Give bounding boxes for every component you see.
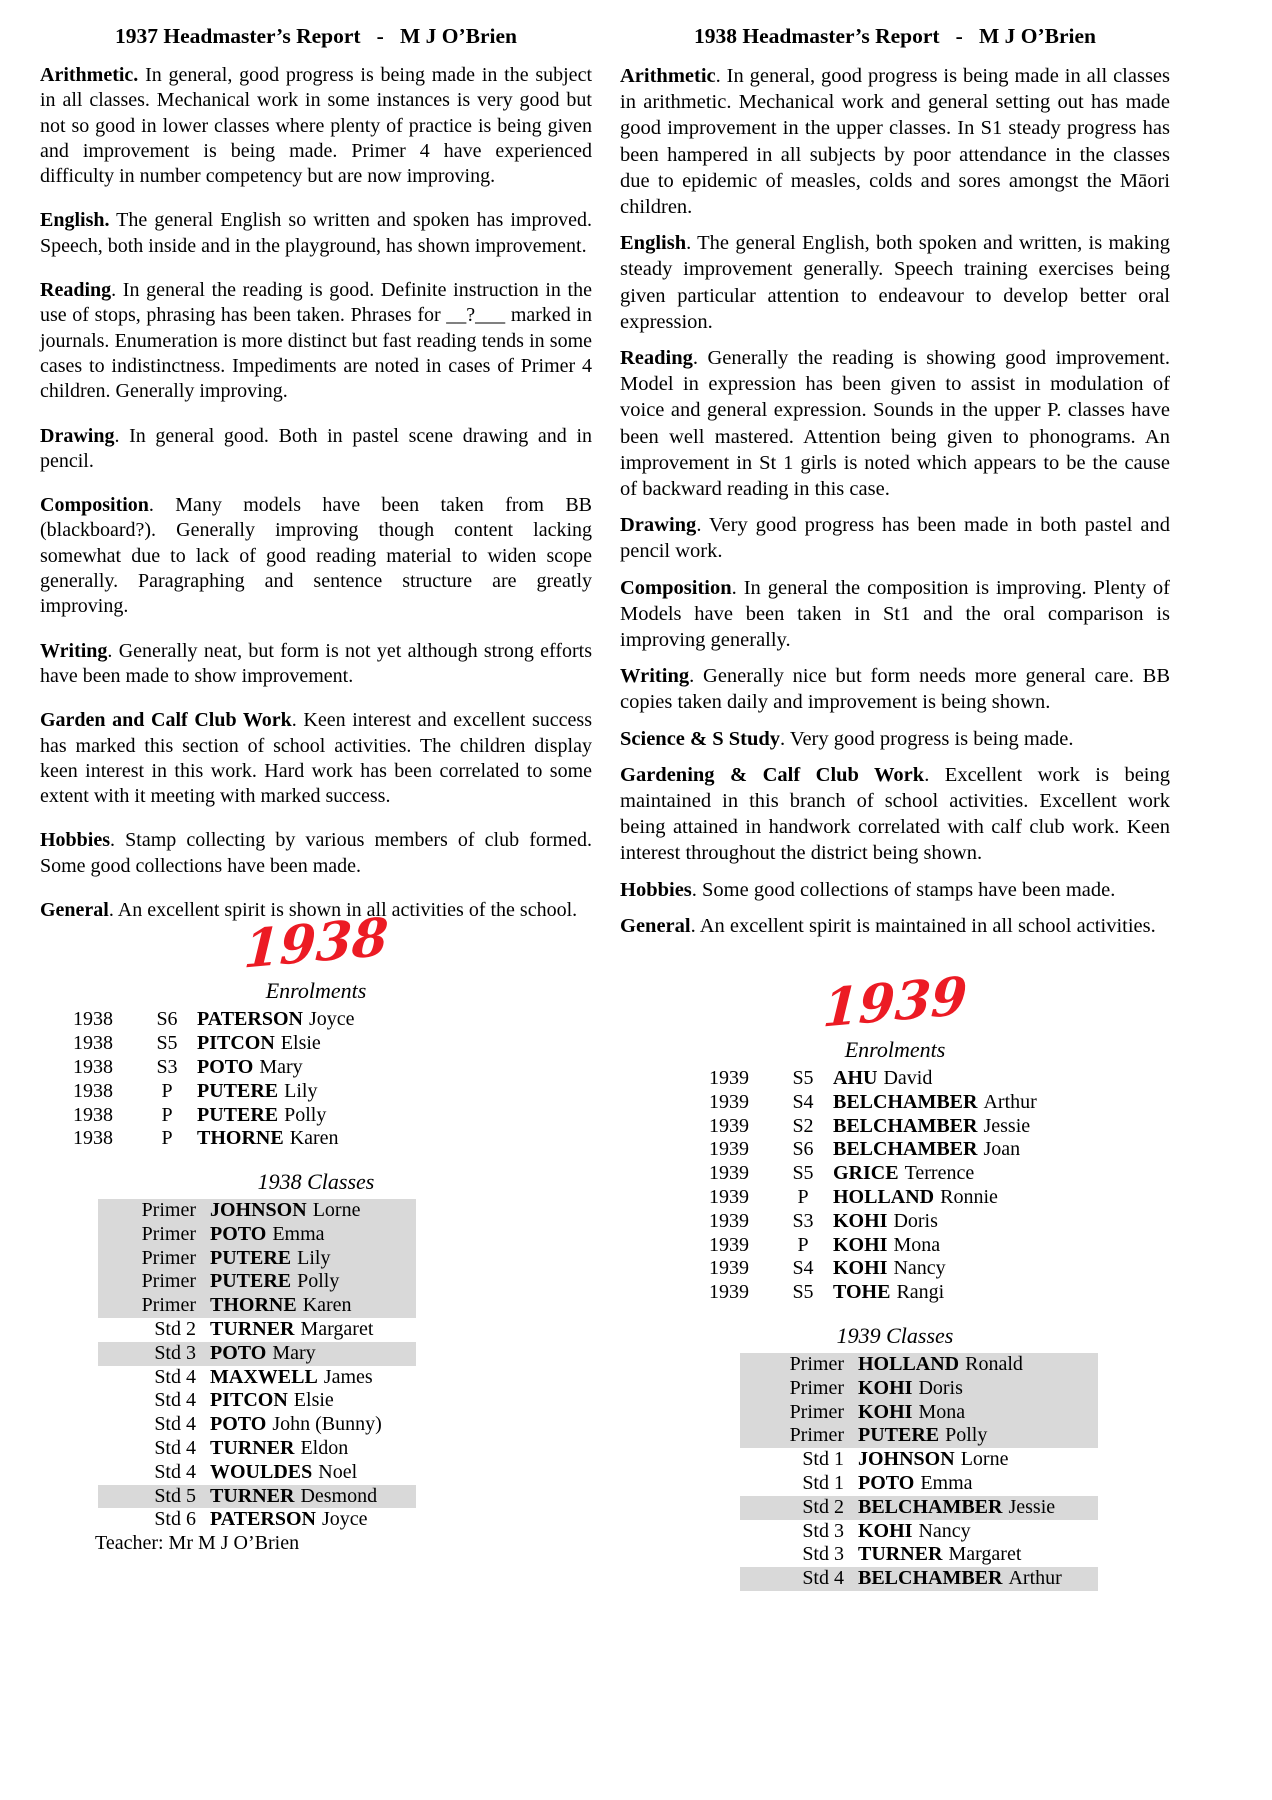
section-body: . Generally nice but form needs more general care. BB copies taken daily and improvement is being shown. [620,665,1170,714]
section-body: . Keen interest and excellent success has marked this section of school activities. The children display keen interest in this work. Hard work has been correlated to some extent with it meeting with marked success. [40,709,592,808]
class-row [98,1270,416,1294]
enrolment-row [709,1281,1170,1305]
section-heading: English. [40,209,110,232]
class-level: Std 4 [154,1437,196,1460]
section-heading: General [40,899,109,922]
section-heading: Arithmetic [620,65,716,87]
section-heading: Garden and Calf Club Work [40,709,292,732]
pupil-firstname: Emma [272,1222,325,1245]
enrolments-table-1939 [709,1067,1170,1305]
pupil-surname: BELCHAMBER [858,1495,1003,1518]
section-body: . In general the composition is improving. Plenty of Models have been taken in St1 and the oral comparison is improving generally. [620,576,1170,652]
class-row [98,1389,416,1413]
pupil-name [197,1056,303,1080]
class-row [98,1223,416,1247]
class-level: Std 1 [802,1472,844,1495]
pupil-firstname: Nancy [918,1519,971,1542]
pupil-name [210,1389,416,1413]
report-paragraph [620,762,1170,867]
class-level: Std 4 [154,1460,196,1483]
pupil-name [197,1032,321,1056]
class-row [98,1247,416,1271]
section-body: . An excellent spirit is maintained in all school activities. [690,914,1156,937]
enrolment-year: 1939 [709,1281,749,1304]
class-level: Primer [789,1400,844,1423]
enrolment-year: 1939 [709,1138,749,1161]
enrolment-year: 1939 [709,1162,749,1185]
enrolment-class: P [797,1186,809,1209]
pupil-name [858,1377,1098,1401]
pupil-name [210,1461,416,1485]
section-heading: Arithmetic. [40,64,139,86]
class-row [98,1318,416,1342]
pupil-firstname: David [883,1067,933,1090]
pupil-firstname: James [323,1365,373,1388]
section-heading: Gardening & Calf Club Work [620,763,925,786]
section-body: . In general, good progress is being made in all classes in arithmetic. Mechanical work and general setting out has made good improvement in the upper classes. In S1 steady progress has been hampered in all subjects by poor attendance in the classes due to epidemic of measles, colds and sores amongst the Māori children. [620,65,1170,219]
pupil-firstname: Ronnie [940,1186,998,1209]
enrolment-year: 1939 [709,1090,749,1113]
section-heading: Hobbies [620,878,692,901]
enrolment-row [709,1091,1170,1115]
class-row [740,1353,1098,1377]
pupil-name [833,1138,1020,1162]
class-level: Std 3 [802,1543,844,1566]
pupil-surname: POTO [210,1413,267,1436]
pupil-name [833,1162,974,1186]
pupil-name [833,1067,932,1091]
pupil-name [210,1270,416,1294]
enrolment-class: S6 [792,1138,814,1161]
class-row [98,1461,416,1485]
pupil-name [833,1186,998,1210]
pupil-firstname: Mary [259,1055,303,1078]
pupil-name [833,1115,1030,1139]
pupil-firstname: Elsie [293,1389,334,1412]
class-level: Primer [789,1424,844,1447]
class-level: Std 5 [154,1484,196,1507]
pupil-name [210,1485,416,1509]
pupil-surname: HOLLAND [858,1353,960,1376]
enrolment-row [709,1257,1170,1281]
pupil-firstname: Polly [297,1270,340,1293]
report-paragraph [620,63,1170,220]
pupil-surname: POTO [197,1055,254,1078]
class-level: Std 2 [802,1495,844,1518]
class-row [740,1424,1098,1448]
enrolments-heading-1939: Enrolments [844,1037,946,1063]
pupil-surname: GRICE [833,1162,899,1185]
enrolment-row [73,1127,592,1151]
pupil-name [197,1127,339,1151]
section-body: . Some good collections of stamps have been made. [691,878,1116,901]
class-row [98,1342,416,1366]
pupil-surname: PITCON [197,1032,275,1055]
enrolment-class: S6 [156,1008,178,1031]
enrolment-year: 1938 [73,1103,113,1126]
section-heading: Reading [620,347,693,370]
pupil-firstname: Nancy [893,1257,946,1280]
classes-table-1939 [740,1353,1098,1591]
pupil-name [210,1366,416,1390]
class-level: Std 2 [154,1318,196,1341]
pupil-surname: BELCHAMBER [833,1138,978,1161]
class-row [740,1401,1098,1425]
section-heading: Writing [620,665,690,688]
enrolment-row [709,1162,1170,1186]
class-level: Std 3 [802,1519,844,1542]
section-heading: Composition [40,494,149,517]
enrolment-class: S3 [156,1055,178,1078]
class-row [740,1567,1098,1591]
class-row [740,1543,1098,1567]
section-body: . Excellent work is being maintained in this branch of school activities. Excellent work being attained in handwork correlated with calf club work. Keen interest throughout the district being shown. [620,763,1170,865]
section-body: . Very good progress has been made in both pastel and pencil work. [620,514,1170,563]
pupil-surname: KOHI [833,1257,888,1280]
pupil-name [858,1401,1098,1425]
class-row [98,1437,416,1461]
pupil-firstname: Lorne [960,1448,1009,1471]
pupil-name [210,1413,416,1437]
pupil-surname: PUTERE [197,1079,279,1102]
class-level: Primer [141,1222,196,1245]
pupil-surname: TOHE [833,1281,891,1304]
pupil-name [858,1567,1098,1591]
classes-heading-1939: 1939 Classes [836,1323,954,1349]
section-body: . In general the reading is good. Definite instruction in the use of stops, phrasing has been taken. Phrases for __?___ marked in journals. Enumeration is more distinct but fast reading tends in some cases to indistinctness. Impediments are noted in cases of Primer 4 children. Generally improving. [40,279,592,403]
pupil-surname: KOHI [858,1376,913,1399]
pupil-name [858,1520,1098,1544]
classes-heading-1938: 1938 Classes [257,1169,375,1195]
class-level: Primer [141,1199,196,1222]
enrolment-row [709,1138,1170,1162]
report-paragraph [620,726,1170,752]
enrolment-class: S3 [792,1209,814,1232]
report-paragraph [40,708,592,809]
teacher-line: Teacher: Mr M J O’Brien [95,1532,300,1555]
report-title-1938: 1938 Headmaster’s Report - M J O’Brien [693,24,1097,48]
report-paragraph [620,877,1170,903]
report-paragraph [620,230,1170,335]
class-level: Primer [789,1353,844,1376]
section-heading: Hobbies [40,829,111,852]
class-row [98,1294,416,1318]
pupil-firstname: Terrence [904,1162,975,1185]
pupil-surname: MAXWELL [210,1365,318,1388]
pupil-name [833,1210,938,1234]
enrolments-table-1938 [73,1008,592,1151]
report-paragraph [40,63,592,189]
class-row [740,1377,1098,1401]
pupil-surname: BELCHAMBER [858,1567,1003,1590]
pupil-name [197,1104,326,1128]
pupil-surname: KOHI [833,1209,888,1232]
enrolments-heading-1938: Enrolments [265,978,367,1004]
class-row [740,1472,1098,1496]
enrolment-year: 1938 [73,1079,113,1102]
pupil-surname: PITCON [210,1389,288,1412]
class-level: Std 4 [154,1365,196,1388]
pupil-surname: JOHNSON [858,1448,955,1471]
pupil-firstname: Margaret [948,1543,1022,1566]
pupil-name [833,1281,944,1305]
pupil-firstname: Joyce [308,1008,355,1031]
enrolment-row [73,1008,592,1032]
pupil-firstname: Lily [297,1246,331,1269]
year-script-1939: 1939 [821,965,969,1040]
pupil-surname: BELCHAMBER [833,1090,978,1113]
pupil-surname: THORNE [210,1294,297,1317]
classes-table-1938 [98,1199,416,1532]
enrolment-class: P [161,1127,173,1150]
report-paragraph [620,512,1170,564]
section-heading: Writing [40,639,108,662]
class-row [98,1485,416,1509]
column-1937-report [40,24,592,1556]
column-1938-report [620,24,1170,1591]
report-paragraph [620,663,1170,715]
pupil-firstname: Rangi [896,1281,945,1304]
report-sections-1938 [620,63,1170,939]
pupil-surname: HOLLAND [833,1186,935,1209]
enrolment-row [73,1032,592,1056]
section-heading: Reading [40,279,112,302]
pupil-name [210,1318,416,1342]
enrolment-year: 1939 [709,1233,749,1256]
pupil-firstname: Doris [918,1376,963,1399]
class-row [740,1448,1098,1472]
class-row [98,1508,416,1532]
pupil-firstname: Noel [318,1460,358,1483]
section-body: . Generally neat, but form is not yet although strong efforts have been made to show improvement. [40,639,592,687]
enrolment-year: 1938 [73,1055,113,1078]
pupil-surname: TURNER [858,1543,943,1566]
report-sections-1937 [40,63,592,923]
pupil-surname: PUTERE [197,1103,279,1126]
enrolment-class: S5 [792,1162,814,1185]
pupil-firstname: Doris [893,1209,938,1232]
pupil-firstname: Karen [302,1294,352,1317]
pupil-firstname: Lily [284,1079,318,1102]
enrolment-row [73,1104,592,1128]
pupil-name [858,1353,1098,1377]
enrolment-year: 1939 [709,1186,749,1209]
pupil-firstname: Jessie [1008,1495,1056,1518]
pupil-firstname: Polly [284,1103,327,1126]
report-paragraph [40,639,592,690]
year-script-1938: 1938 [242,906,390,981]
section-body: The general English so written and spoken has improved. Speech, both inside and in the playground, has shown improvement. [40,209,592,257]
enrolment-class: P [161,1079,173,1102]
pupil-surname: POTO [210,1222,267,1245]
section-body: In general, good progress is being made in the subject in all classes. Mechanical work in some instances is very good but not so good in lower classes where plenty of practice is being given and improvement is being made. Primer 4 have experienced difficulty in number competency but are now improving. [40,64,592,188]
pupil-name [197,1080,317,1104]
pupil-name [833,1257,946,1281]
report-paragraph [40,208,592,259]
pupil-firstname: Jessie [983,1114,1031,1137]
class-level: Primer [141,1246,196,1269]
pupil-name [210,1508,416,1532]
pupil-firstname: Arthur [1008,1567,1062,1590]
pupil-firstname: John (Bunny) [272,1413,382,1436]
section-heading: English [620,232,687,255]
report-paragraph [40,828,592,879]
enrolment-class: P [161,1103,173,1126]
pupil-firstname: Polly [945,1424,988,1447]
report-paragraph [40,278,592,404]
pupil-surname: PUTERE [210,1246,292,1269]
pupil-name [858,1496,1098,1520]
pupil-name [858,1448,1098,1472]
enrolment-class: S5 [156,1032,178,1055]
pupil-surname: TURNER [210,1484,295,1507]
pupil-name [210,1223,416,1247]
enrolment-class: S4 [792,1257,814,1280]
section-heading: General [620,914,691,937]
section-body: . In general good. Both in pastel scene drawing and in pencil. [40,424,592,472]
pupil-surname: KOHI [858,1400,913,1423]
pupil-firstname: Mona [918,1400,966,1423]
class-level: Std 4 [802,1567,844,1590]
pupil-name [210,1247,416,1271]
section-body: . Very good progress is being made. [780,727,1074,750]
report-paragraph [40,424,592,475]
pupil-name [833,1091,1037,1115]
class-level: Primer [141,1270,196,1293]
report-paragraph [620,575,1170,654]
pupil-surname: PATERSON [197,1008,303,1031]
pupil-surname: KOHI [858,1519,913,1542]
enrolment-class: S4 [792,1090,814,1113]
enrolment-year: 1938 [73,1032,113,1055]
section-body: . The general English, both spoken and written, is making steady improvement generally. Speech training exercises being given particular attention to endeavour to develop better oral expression. [620,232,1170,333]
enrolment-row [73,1080,592,1104]
pupil-surname: WOULDES [210,1460,313,1483]
enrolment-class: S2 [792,1114,814,1137]
enrolment-class: P [797,1233,809,1256]
section-body: . Stamp collecting by various members of club formed. Some good collections have been made. [40,829,592,877]
section-heading: Composition [620,576,732,599]
section-heading: Science & S Study [620,727,781,750]
pupil-firstname: Mona [893,1233,941,1256]
pupil-firstname: Eldon [300,1437,349,1460]
class-level: Std 6 [154,1508,196,1531]
class-row [740,1520,1098,1544]
pupil-surname: POTO [858,1472,915,1495]
report-paragraph [40,493,592,619]
pupil-name [833,1234,940,1258]
section-heading: Drawing [620,514,697,537]
enrolment-class: S5 [792,1067,814,1090]
pupil-name [197,1008,354,1032]
pupil-surname: KOHI [833,1233,888,1256]
pupil-firstname: Desmond [300,1484,378,1507]
enrolment-year: 1939 [709,1209,749,1232]
section-body: . An excellent spirit is shown in all activities of the school. [108,899,578,922]
report-paragraph [620,913,1170,939]
enrolment-year: 1939 [709,1114,749,1137]
enrolment-row [709,1067,1170,1091]
pupil-surname: TURNER [210,1318,295,1341]
class-level: Primer [789,1376,844,1399]
pupil-firstname: Margaret [300,1318,374,1341]
pupil-name [858,1424,1098,1448]
pupil-surname: JOHNSON [210,1199,307,1222]
pupil-firstname: Arthur [983,1090,1037,1113]
pupil-surname: TURNER [210,1437,295,1460]
enrolment-row [709,1234,1170,1258]
section-heading: Drawing [40,424,115,447]
section-body: . Generally the reading is showing good improvement. Model in expression has been given to assist in modulation of voice and general expression. Sounds in the upper P. classes have been well mastered. Attention being given to phonograms. An improvement in St 1 girls is noted which appears to be the cause of backward reading in this case. [620,347,1170,501]
pupil-surname: BELCHAMBER [833,1114,978,1137]
enrolment-year: 1938 [73,1127,113,1150]
pupil-surname: AHU [833,1067,878,1090]
enrolment-year: 1939 [709,1257,749,1280]
report-paragraph [620,345,1170,502]
pupil-firstname: Mary [272,1341,316,1364]
pupil-name [210,1437,416,1461]
pupil-name [210,1199,416,1223]
pupil-name [210,1342,416,1366]
class-level: Primer [141,1294,196,1317]
pupil-name [210,1294,416,1318]
pupil-surname: THORNE [197,1127,284,1150]
enrolment-year: 1939 [709,1067,749,1090]
class-row [98,1413,416,1437]
class-row [740,1496,1098,1520]
enrolment-row [709,1210,1170,1234]
pupil-firstname: Elsie [280,1032,321,1055]
pupil-firstname: Joyce [321,1508,368,1531]
pupil-surname: PATERSON [210,1508,316,1531]
section-body: . Many models have been taken from BB (blackboard?). Generally improving though content lacking somewhat due to lack of good reading material to widen scope generally. Paragraphing and sentence structure are greatly improving. [40,494,592,618]
enrolment-row [709,1115,1170,1139]
enrolment-class: S5 [792,1281,814,1304]
pupil-surname: PUTERE [210,1270,292,1293]
pupil-surname: POTO [210,1341,267,1364]
class-level: Std 4 [154,1389,196,1412]
pupil-firstname: Karen [289,1127,339,1150]
enrolment-row [73,1056,592,1080]
class-row [98,1199,416,1223]
enrolment-row [709,1186,1170,1210]
pupil-firstname: Joan [983,1138,1021,1161]
class-level: Std 1 [802,1448,844,1471]
class-level: Std 4 [154,1413,196,1436]
enrolment-year: 1938 [73,1008,113,1031]
pupil-name [858,1543,1098,1567]
class-row [98,1366,416,1390]
report-title-1937: 1937 Headmaster’s Report - M J O’Brien [114,24,518,48]
pupil-name [858,1472,1098,1496]
pupil-firstname: Lorne [312,1199,361,1222]
pupil-firstname: Emma [920,1472,973,1495]
pupil-firstname: Ronald [965,1353,1023,1376]
pupil-surname: PUTERE [858,1424,940,1447]
class-level: Std 3 [154,1341,196,1364]
